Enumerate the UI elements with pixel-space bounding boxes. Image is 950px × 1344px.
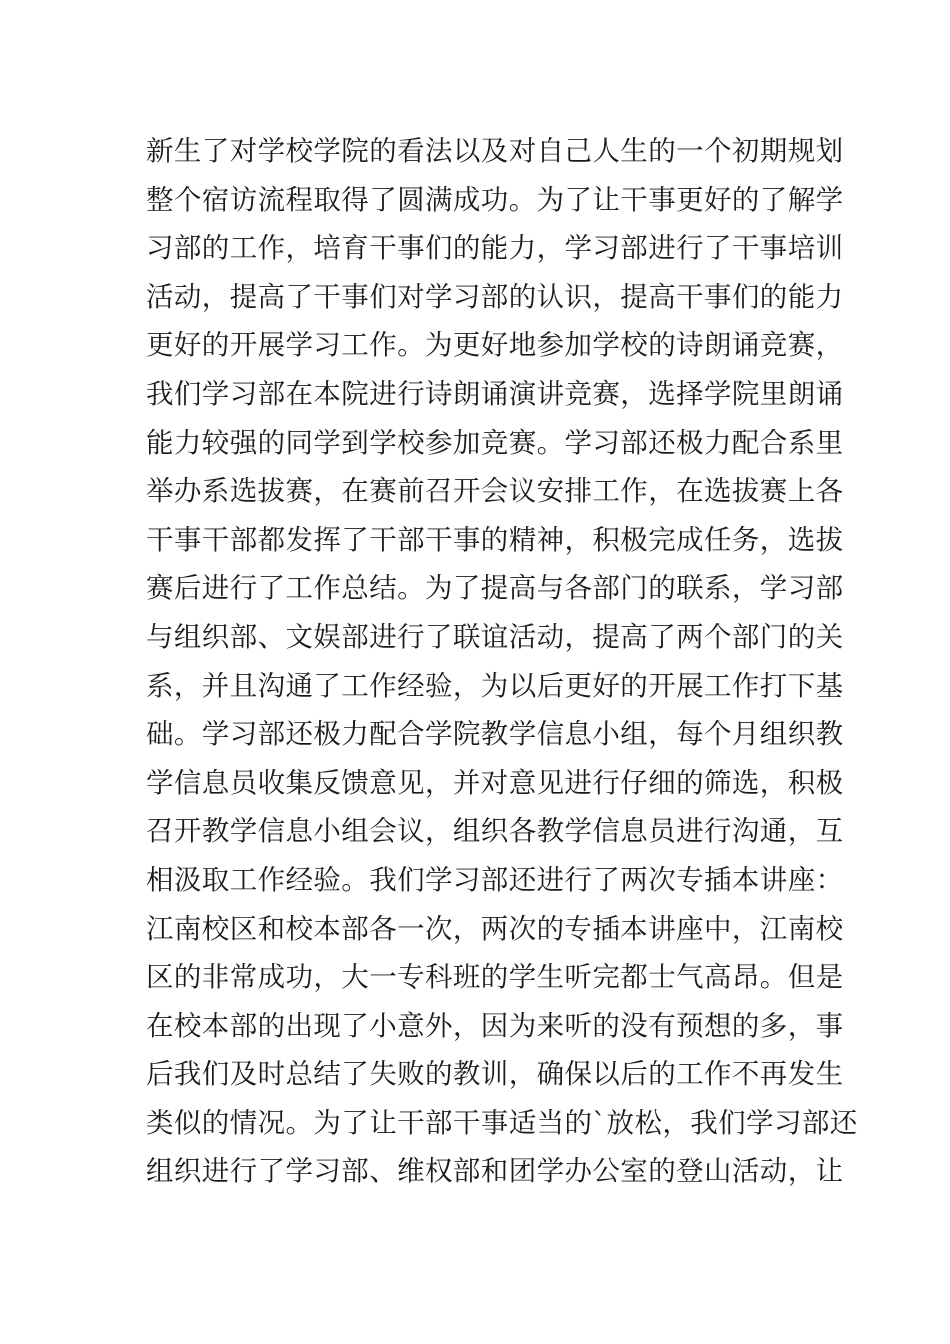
text-line: 区的非常成功，大一专科班的学生听完都士气高昂。但是 — [146, 961, 844, 994]
text-line: 江南校区和校本部各一次，两次的专插本讲座中，江南校 — [146, 912, 844, 945]
text-line: 础。学习部还极力配合学院教学信息小组，每个月组织教 — [146, 718, 844, 751]
text-line: 系，并且沟通了工作经验，为以后更好的开展工作打下基 — [146, 669, 844, 702]
text-line: 赛后进行了工作总结。为了提高与各部门的联系，学习部 — [146, 572, 844, 605]
body-paragraph — [146, 127, 858, 1196]
text-line: 习部的工作，培育干事们的能力，学习部进行了干事培训 — [146, 232, 844, 265]
text-line: 干事干部都发挥了干部干事的精神，积极完成任务，选拔 — [146, 523, 844, 556]
text-line: 与组织部、文娱部进行了联谊活动，提高了两个部门的关 — [146, 620, 844, 653]
text-line: 活动，提高了干事们对学习部的认识，提高干事们的能力 — [146, 280, 844, 313]
text-line: 组织进行了学习部、维权部和团学办公室的登山活动，让 — [146, 1155, 844, 1188]
text-line: 举办系选拔赛，在赛前召开会议安排工作，在选拔赛上各 — [146, 475, 844, 508]
text-line: 在校本部的出现了小意外，因为来听的没有预想的多，事 — [146, 1009, 844, 1042]
text-line: 更好的开展学习工作。为更好地参加学校的诗朗诵竞赛， — [146, 329, 844, 362]
text-line: 召开教学信息小组会议，组织各教学信息员进行沟通，互 — [146, 815, 844, 848]
text-line: 相汲取工作经验。我们学习部还进行了两次专插本讲座： — [146, 863, 844, 896]
text-line: 整个宿访流程取得了圆满成功。为了让干事更好的了解学 — [146, 183, 844, 216]
text-line: 我们学习部在本院进行诗朗诵演讲竞赛，选择学院里朗诵 — [146, 377, 844, 410]
text-line: 能力较强的同学到学校参加竞赛。学习部还极力配合系里 — [146, 426, 844, 459]
text-line: 新生了对学校学院的看法以及对自己人生的一个初期规划 — [146, 135, 844, 167]
text-line: 学信息员收集反馈意见，并对意见进行仔细的筛选，积极 — [146, 766, 844, 799]
text-line: 类似的情况。为了让干部干事适当的`放松，我们学习部还 — [146, 1106, 858, 1139]
text-line: 后我们及时总结了失败的教训，确保以后的工作不再发生 — [146, 1058, 844, 1091]
